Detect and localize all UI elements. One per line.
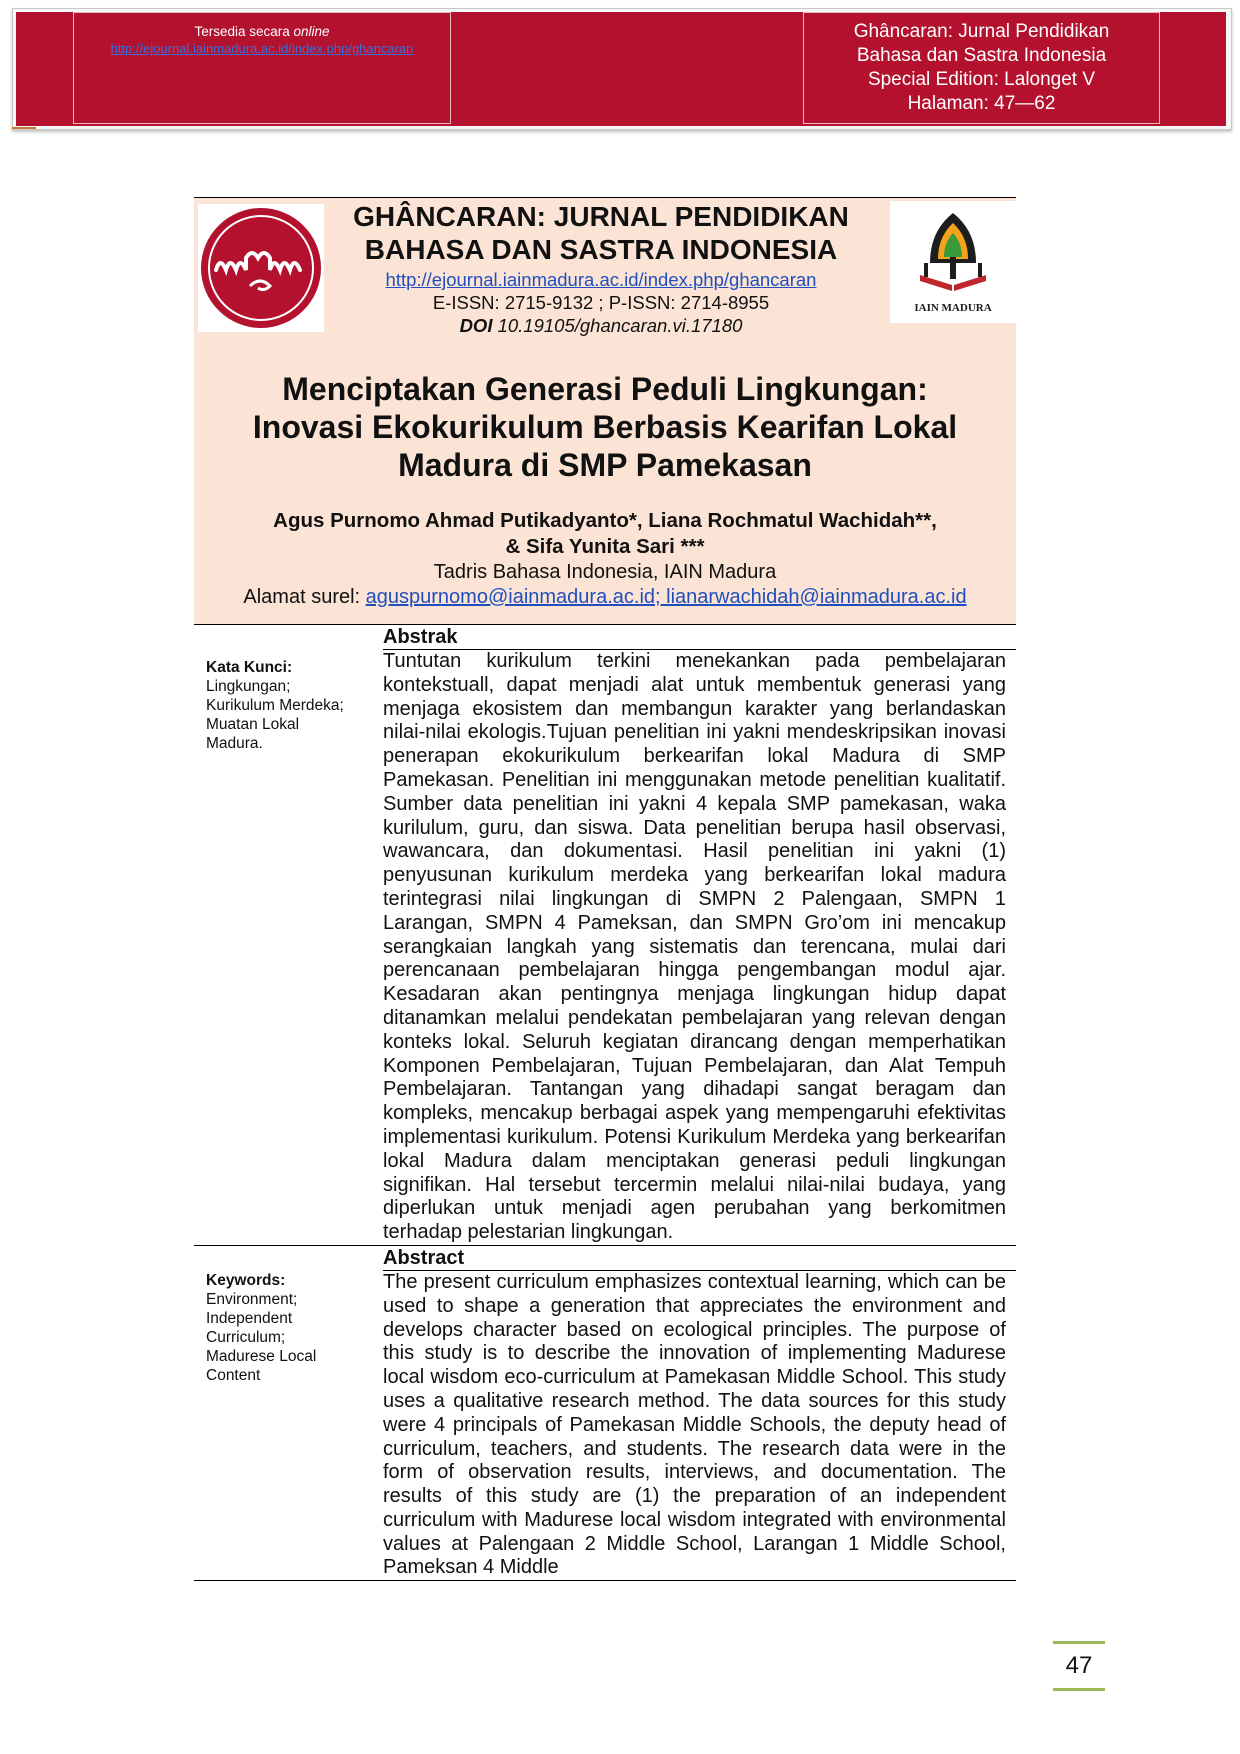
iain-madura-logo-text: IAIN MADURA: [914, 302, 992, 314]
email-link[interactable]: aguspurnomo@iainmadura.ac.id; lianarwachidah@iainmadura.ac.id: [365, 586, 967, 608]
affiliation: Tadris Bahasa Indonesia, IAIN Madura: [433, 561, 777, 583]
journal-info-box: [803, 12, 1160, 124]
email-line: Alamat surel: aguspurnomo@iainmadura.ac.id; lianarwachidah@iainmadura.ac.id: [243, 586, 967, 608]
article: [194, 197, 1016, 1581]
header-banner: [16, 12, 1226, 126]
ghancaran-logo-icon: [198, 204, 324, 332]
abstract-en-text: The present curriculum emphasizes contextual learning, which can be used to shape a generation that appreciates the environment and develops character based on ecological principles. The purpose of this study is to describe the innovation of implementing Madurese local wisdom eco-curriculum at Pamekasan Middle School. This study uses a qualitative research method. The data sources for this study were 4 principals of Pamekasan Middle Schools, the deputy head of curriculum, teachers, and students. The research data were in the form of observation results, interviews, and documentation. The results of this study are (1) the preparation of an independent curriculum with Madurese local wisdom integrated with environmental values at Palengaan 2 Middle School, Larangan 1 Middle School, Pameksan 4 Middle: [383, 1270, 1006, 1579]
paper-header: [194, 338, 1016, 625]
availability-text: Tersedia secara online: [194, 24, 330, 39]
journal-meta: [340, 268, 862, 337]
page-number: 47: [1053, 1641, 1105, 1691]
banner-edge-accent: [12, 127, 36, 129]
keywords-en: Keywords: Environment; Independent Curriculum; Madurese Local Content: [206, 1271, 317, 1384]
abstract-id-text: Tuntutan kurikulum terkini menekankan pada pembelajaran kontekstuall, dapat menjadi alat untuk membentuk generasi yang menjaga ekosistem dan membangun karakter yang berlandaskan nilai-nilai ekologis.Tujuan penelitian ini yakni mendeskripsikan inovasi penerapan ekokurikulum berkearifan lokal Madura di SMP Pamekasan. Penelitian ini menggunakan metode penelitian kualitatif. Sumber data penelitian ini yakni 4 kepala SMP pamekasan, waka kurilulum, guru, dan siswa. Data penelitian berupa hasil observasi, wawancara, dan dokumentasi. Hasil penelitian ini yakni (1) penyusunan kurikulum merdeka yang berkearifan lokal madura terintegrasi nilai lingkungan di SMPN 2 Palengaan, SMPN 1 Larangan, SMPN 4 Pameksan, dan SMPN Gro’om ini mencakup serangkaian langkah yang sistematis dan terencana, mulai dari perencanaan pembelajaran hingga pengembangan modul ajar. Kesadaran akan pentingnya menjaga lingkungan hidup dapat ditanamkan melalui pendekatan pembelajaran yang relevan dengan konteks lokal. Seluruh kegiatan dirancang dengan memperhatikan Komponen Pembelajaran, Tujuan Pembelajaran, dan Alat Tempuh Pembelajaran. Tantangan yang dihadapi sangat beragam dan kompleks, mencakup berbagai aspek yang mempengaruhi efektivitas implementasi kurikulum. Potensi Kurikulum Merdeka yang berkearifan lokal Madura dalam menciptakan generasi peduli lingkungan signifikan. Hal tersebut tercermin melalui nilai-nilai budaya, yang diperlukan untuk menjadi agen perubahan yang berkomitmen terhadap pelestarian lingkungan.: [383, 650, 1006, 1244]
journal-title: GHÂNCARAN: JURNAL PENDIDIKAN BAHASA DAN SASTRA INDONESIA: [353, 201, 849, 265]
paper-title: Menciptakan Generasi Peduli Lingkungan: Inovasi Ekokurikulum Berbasis Kearifan Lokal Madura di SMP Pamekasan: [252, 371, 958, 483]
authors: Agus Purnomo Ahmad Putikadyanto*, Liana Rochmatul Wachidah**, & Sifa Yunita Sari ***: [273, 509, 937, 558]
iain-madura-logo-icon: [890, 201, 1016, 323]
issn: E-ISSN: 2715-9132 ; P-ISSN: 2714-8955: [432, 292, 770, 313]
banner-right-line-1: Ghâncaran: Jurnal Pendidikan: [853, 21, 1110, 42]
journal-header: [194, 197, 1016, 338]
abstract-id-heading: Abstrak: [383, 625, 1016, 650]
keywords-id: Kata Kunci: Lingkungan; Kurikulum Merdeka; Muatan Lokal Madura.: [206, 659, 344, 752]
abstract-id-section: [194, 625, 1016, 1246]
journal-url-link[interactable]: http://ejournal.iainmadura.ac.id/index.php/ghancaran: [385, 269, 817, 290]
availability-box: [73, 12, 451, 124]
abstract-en-section: [194, 1246, 1016, 1581]
banner-right-line-3: Special Edition: Lalonget V: [867, 69, 1096, 90]
abstract-en-heading: Abstract: [383, 1246, 1016, 1271]
banner-right-line-4: Halaman: 47—62: [907, 93, 1056, 114]
banner-right-line-2: Bahasa dan Sastra Indonesia: [856, 45, 1107, 66]
journal-link-banner[interactable]: http://ejournal.iainmadura.ac.id/index.php/ghancaran: [110, 41, 414, 56]
doi: DOI 10.19105/ghancaran.vi.17180: [459, 315, 743, 336]
